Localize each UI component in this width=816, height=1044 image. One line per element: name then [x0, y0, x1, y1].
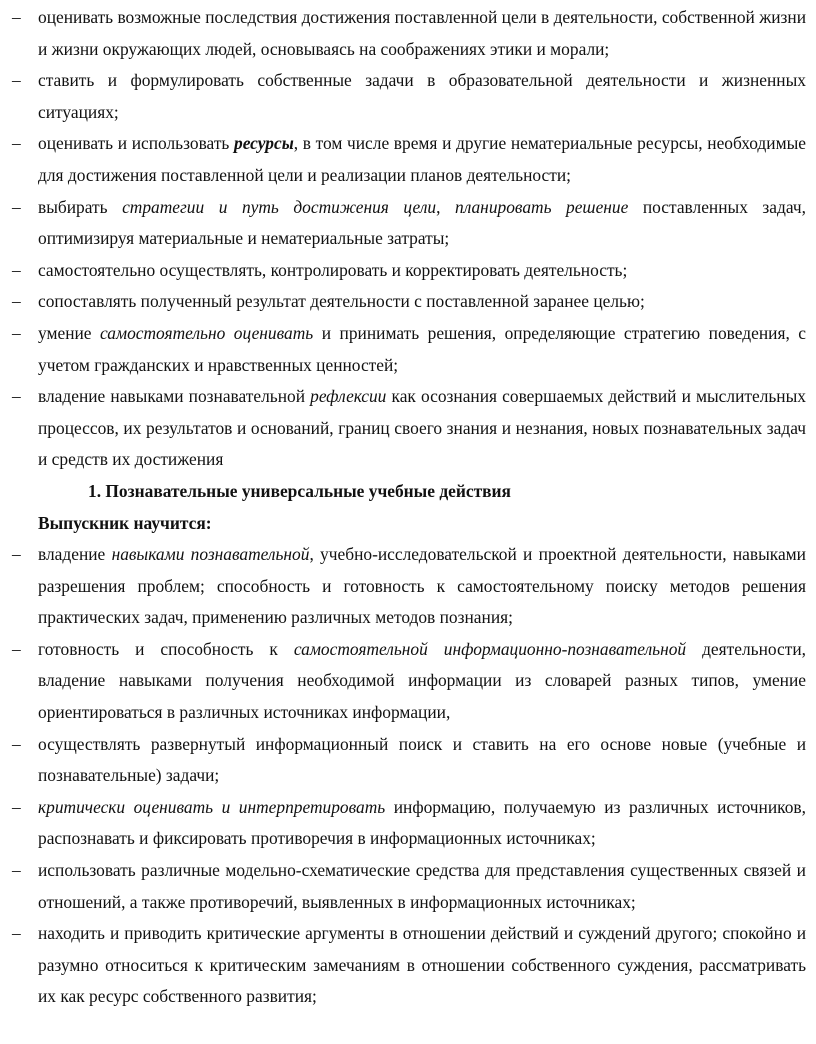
emphasis-text: стратегии и путь достижения цели — [122, 196, 437, 217]
list-item — [10, 539, 806, 634]
sub-heading: Выпускник научится: — [38, 512, 212, 533]
bold-text: ресурсы — [234, 133, 294, 154]
text-run: самостоятельно осуществлять, контролировать и корректировать деятельность; — [38, 259, 628, 280]
text-run: сопоставлять полученный результат деятельности с поставленной заранее целью; — [38, 291, 645, 312]
text-run: поставленных задач, оптимизируя материальные и нематериальные затраты; — [38, 196, 806, 249]
list-dash-marker: – — [12, 259, 21, 280]
text-run: владение — [38, 544, 112, 565]
emphasis-text: планировать решение — [455, 196, 629, 217]
list-dash-marker: – — [12, 860, 21, 881]
list-item — [10, 65, 806, 128]
list-dash-marker: – — [12, 733, 21, 754]
text-run: как осознания совершаемых действий и мыслительных процессов, их результатов и оснований, границ своего знания и незнания, новых познавательных задач и средств их достижения — [38, 386, 806, 470]
text-run: деятельности, владение навыками получения необходимой информации из словарей разных типов, умение ориентироваться в различных источниках информации, — [38, 638, 806, 723]
list-item — [10, 634, 806, 729]
objectives-list-cognitive — [10, 539, 806, 1013]
list-item — [10, 2, 806, 65]
text-run: ставить и формулировать собственные задачи в образовательной деятельности и жизненных ситуациях; — [38, 70, 806, 122]
text-run: находить и приводить критические аргументы в отношении действий и суждений другого; спокойно и разумно относиться к критическим замечаниям в отношении собственного суждения, рассматривать их как ресурс собственного развития; — [38, 923, 806, 1007]
text-run: , — [436, 196, 455, 217]
text-run: , учебно-исследовательской и проектной деятельности, навыками разрешения проблем; способность и готовность к самостоятельному поиску методов решения практических задач, применению различных методов познания; — [38, 544, 806, 628]
list-item — [10, 255, 806, 287]
list-dash-marker: – — [12, 638, 21, 659]
list-dash-marker: – — [12, 322, 21, 343]
list-item — [10, 286, 806, 318]
list-item — [10, 318, 806, 381]
list-item — [10, 192, 806, 255]
list-item — [10, 918, 806, 1013]
list-dash-marker: – — [12, 291, 21, 312]
section-heading: 1. Познавательные универсальные учебные действия — [88, 480, 511, 501]
list-dash-marker: – — [12, 544, 21, 565]
emphasis-text: критически оценивать и интерпретировать — [38, 796, 386, 817]
text-run: оценивать и использовать — [38, 133, 234, 154]
text-run: владение навыками познавательной — [38, 386, 311, 407]
objectives-list-regulatory — [10, 2, 806, 476]
text-run: умение — [38, 322, 101, 343]
emphasis-text: навыками познавательной — [111, 544, 310, 565]
list-dash-marker: – — [12, 796, 21, 817]
list-dash-marker: – — [12, 133, 21, 154]
emphasis-bold-text — [234, 133, 294, 153]
emphasis-text: рефлексии — [310, 386, 387, 407]
text-run: осуществлять развернутый информационный поиск и ставить на его основе новые (учебные и познавательные) задачи; — [38, 733, 806, 786]
list-dash-marker: – — [12, 196, 21, 217]
list-dash-marker: – — [12, 923, 21, 944]
text-run: готовность и способность к — [38, 638, 294, 659]
list-item — [10, 381, 806, 476]
list-dash-marker: – — [12, 386, 21, 407]
text-run: оценивать возможные последствия достижения поставленной цели в деятельности, собственной жизни и жизни окружающих людей, основываясь на соображениях этики и морали; — [38, 7, 807, 59]
list-item — [10, 792, 806, 855]
list-dash-marker: – — [12, 70, 21, 91]
list-dash-marker: – — [12, 7, 21, 27]
text-run: использовать различные модельно-схематические средства для представления существенных связей и отношений, а также противоречий, выявленных в информационных источниках; — [38, 860, 806, 912]
list-item — [10, 855, 806, 918]
emphasis-text: самостоятельной информационно-познавательной — [293, 638, 687, 659]
text-run: выбирать — [38, 196, 123, 217]
text-run: , в том числе время и другие нематериальные ресурсы, необходимые для достижения поставленной цели и реализации планов деятельности; — [38, 133, 806, 185]
text-run: и принимать решения, определяющие стратегию поведения, с учетом гражданских и нравственных ценностей; — [38, 322, 807, 375]
list-item — [10, 128, 806, 191]
text-run: информацию, получаемую из различных источников, распознавать и фиксировать противоречия в информационных источниках; — [38, 796, 806, 849]
emphasis-text: самостоятельно оценивать — [100, 322, 314, 343]
list-item — [10, 729, 806, 792]
